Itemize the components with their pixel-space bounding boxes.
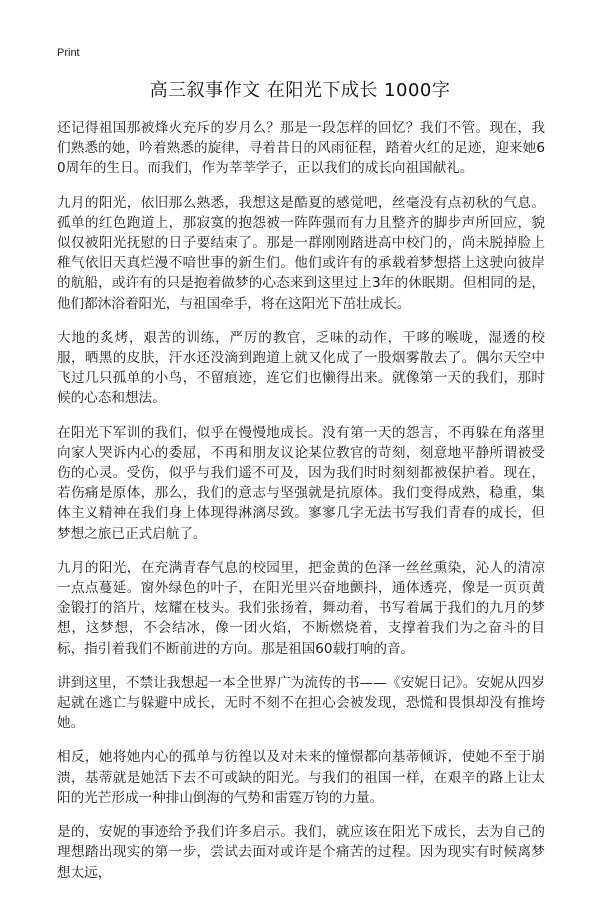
paragraph: 还记得祖国那被烽火充斥的岁月么？那是一段怎样的回忆？我们不管。现在，我们熟悉的她，吟着熟悉的旋律，寻着昔日的风雨征程，踏着火红的足迹，迎来她60周年的生日。而我们，作为莘莘学子，正以我们的成长向祖国献礼。	[57, 120, 545, 177]
print-label: Print	[57, 47, 80, 59]
paragraph: 讲到这里，不禁让我想起一本全世界广为流传的书——《安妮日记》。安妮从四岁起就在逃亡与躲避中成长，无时不刻不在担心会被发现，恐慌和畏惧却没有推垮她。	[57, 674, 545, 732]
paragraph: 大地的炙烤，艰苦的训练，严厉的教官，乏味的动作，干哆的喉咙，湿透的校服，晒黑的皮肤，汗水还没滴到跑道上就又化成了一股烟雾散去了。偶尔天空中飞过几只孤单的小鸟，不留痕迹，连它们也懒得出来。就像第一天的我们，那时候的心态和想法。	[57, 329, 545, 407]
paragraph: 在阳光下军训的我们，似乎在慢慢地成长。没有第一天的怨言，不再躲在角落里向家人哭诉内心的委屈，不再和朋友议论某位教官的苛刻，刻意地平静所谓被受伤的心灵。受伤，似乎与我们遥不可及，因为我们时时刻刻都被保护着。现在，若伤痛是原体，那么，我们的意志与坚强就是抗原体。我们变得成熟，稳重，集体主义精神在我们身上体现得淋漓尽致。寥寥几字无法书写我们青春的成长，但梦想之旅已正式启航了。	[57, 424, 545, 542]
article-body	[57, 118, 545, 897]
paragraph: 是的，安妮的事迹给予我们许多启示。我们，就应该在阳光下成长，去为自己的理想踏出现实的第一步，尝试去面对或许是个痛苦的过程。因为现实有时候离梦想太远，	[57, 824, 545, 881]
paragraph: 九月的阳光，在充满青春气息的校园里，把金黄的色泽一丝丝熏染，沁人的清凉一点点蔓延。窗外绿色的叶子，在阳光里兴奋地颤抖，通体透亮，像是一页页黄金锻打的箔片，炫耀在枝头。我们张扬着，舞动着，书写着属于我们的九月的梦想，这梦想，不会结冰，像一团火焰，不断燃烧着，支撑着我们为之奋斗的目标，指引着我们不断前进的方向。那是祖国60载打响的音。	[57, 559, 545, 657]
paragraph: 九月的阳光，依旧那么熟悉，我想这是酷夏的感觉吧，丝毫没有点初秋的气息。孤单的红色跑道上，那寂寞的抱怨被一阵阵强而有力且整齐的脚步声所回应，貌似仅被阳光抚慰的日子要结束了。那是一群刚刚踏进高中校门的，尚未脱掉脸上稚气依旧天真烂漫不喑世事的新生们。他们或许有的承载着梦想搭上这驶向彼岸的航船，或许有的只是抱着做梦的心态来到这里过上3年的休眠期。但相同的是，他们都沐浴着阳光，与祖国牵手，将在这阳光下茁壮成长。	[57, 194, 545, 312]
article-title: 高三叙事作文 在阳光下成长 1000字	[149, 80, 451, 101]
paragraph: 相反，她将她内心的孤单与彷徨以及对未来的憧憬都向基蒂倾诉，使她不至于崩溃，基蒂就是她活下去不可或缺的阳光。与我们的祖国一样，在艰辛的路上让太阳的光芒形成一种排山倒海的气势和雷霆万钧的力量。	[57, 749, 545, 806]
